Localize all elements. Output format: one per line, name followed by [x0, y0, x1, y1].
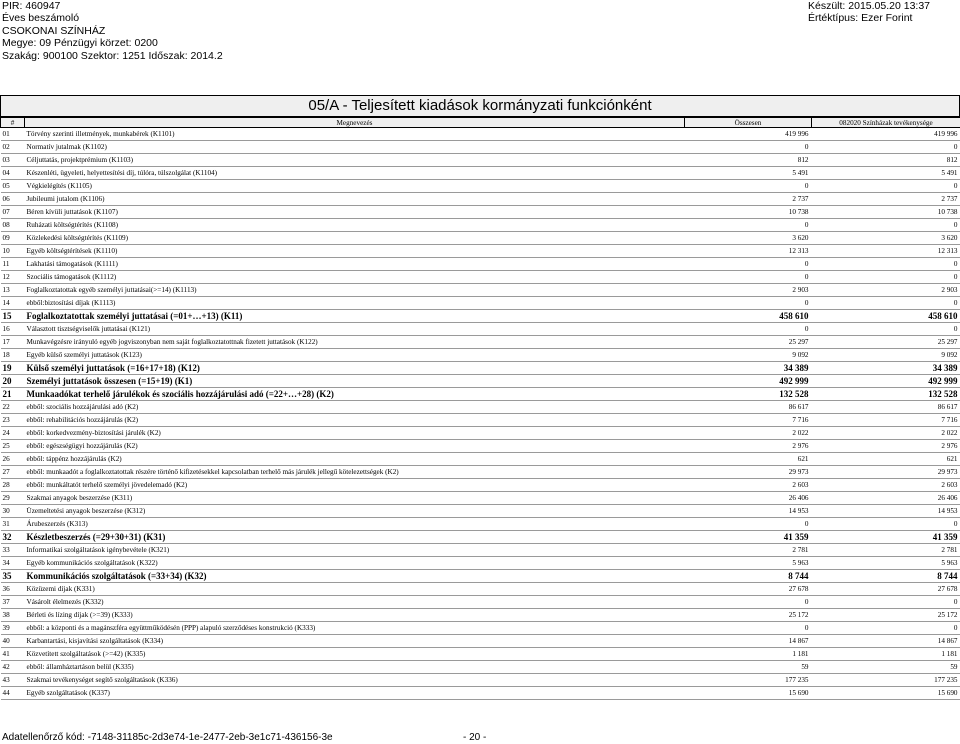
row-number: 33 [1, 544, 25, 557]
table-row [1, 180, 960, 193]
table-row [1, 349, 960, 362]
row-total: 26 406 [685, 492, 812, 505]
row-description: ebből: szociális hozzájárulási adó (K2) [25, 401, 685, 414]
row-description: ebből: rehabilitációs hozzájárulás (K2) [25, 414, 685, 427]
table-row [1, 531, 960, 544]
table-row [1, 648, 960, 661]
row-function-value: 132 528 [812, 388, 960, 401]
row-number: 08 [1, 219, 25, 232]
row-total: 132 528 [685, 388, 812, 401]
row-function-value: 7 716 [812, 414, 960, 427]
row-total: 492 999 [685, 375, 812, 388]
row-description: Munkaadókat terhelő járulékok és szociális hozzájárulási adó (=22+…+28) (K2) [25, 388, 685, 401]
row-function-value: 15 690 [812, 687, 960, 700]
row-number: 44 [1, 687, 25, 700]
row-number: 15 [1, 310, 25, 323]
row-function-value: 492 999 [812, 375, 960, 388]
row-total: 621 [685, 453, 812, 466]
row-number: 18 [1, 349, 25, 362]
table-row [1, 466, 960, 479]
table-row [1, 401, 960, 414]
row-number: 25 [1, 440, 25, 453]
row-function-value: 0 [812, 258, 960, 271]
row-number: 42 [1, 661, 25, 674]
row-description: Egyéb kommunikációs szolgáltatások (K322) [25, 557, 685, 570]
row-function-value: 25 172 [812, 609, 960, 622]
table-row [1, 609, 960, 622]
row-number: 21 [1, 388, 25, 401]
row-function-value: 2 737 [812, 193, 960, 206]
row-number: 27 [1, 466, 25, 479]
row-function-value: 3 620 [812, 232, 960, 245]
table-row [1, 271, 960, 284]
row-description: Béren kívüli juttatások (K1107) [25, 206, 685, 219]
row-total: 86 617 [685, 401, 812, 414]
table-row [1, 167, 960, 180]
row-description: Kommunikációs szolgáltatások (=33+34) (K32) [25, 570, 685, 583]
row-total: 9 092 [685, 349, 812, 362]
row-description: ebből: korkedvezmény-biztosítási járulék (K2) [25, 427, 685, 440]
page-title: 05/A - Teljesített kiadások kormányzati funkciónként [308, 97, 652, 114]
table-row [1, 375, 960, 388]
row-total: 2 976 [685, 440, 812, 453]
col-header-function: 082020 Színházak tevékenysége [812, 118, 960, 128]
row-description: Törvény szerinti illetmények, munkabérek (K1101) [25, 128, 685, 141]
table-row [1, 362, 960, 375]
row-description: Karbantartási, kisjavítási szolgáltatások (K334) [25, 635, 685, 648]
row-function-value: 8 744 [812, 570, 960, 583]
row-number: 19 [1, 362, 25, 375]
row-function-value: 2 781 [812, 544, 960, 557]
row-description: Külső személyi juttatások (=16+17+18) (K12) [25, 362, 685, 375]
county-label: Megye: 09 Pénzügyi körzet: 0200 [2, 37, 158, 50]
row-total: 0 [685, 180, 812, 193]
row-number: 35 [1, 570, 25, 583]
row-total: 15 690 [685, 687, 812, 700]
row-description: Egyéb szolgáltatások (K337) [25, 687, 685, 700]
row-total: 5 491 [685, 167, 812, 180]
row-number: 07 [1, 206, 25, 219]
row-number: 36 [1, 583, 25, 596]
row-description: ebből: államháztartáson belül (K335) [25, 661, 685, 674]
row-description: ebből: táppénz hozzájárulás (K2) [25, 453, 685, 466]
row-total: 1 181 [685, 648, 812, 661]
row-total: 2 903 [685, 284, 812, 297]
row-description: Lakhatási támogatások (K1111) [25, 258, 685, 271]
table-row [1, 583, 960, 596]
col-header-name: Megnevezés [25, 118, 685, 128]
row-function-value: 29 973 [812, 466, 960, 479]
row-total: 14 953 [685, 505, 812, 518]
row-description: Készenléti, ügyeleti, helyettesítési díj, túlóra, túlszolgálat (K1104) [25, 167, 685, 180]
row-total: 0 [685, 219, 812, 232]
row-number: 28 [1, 479, 25, 492]
row-total: 8 744 [685, 570, 812, 583]
table-row [1, 193, 960, 206]
row-total: 41 359 [685, 531, 812, 544]
row-total: 25 172 [685, 609, 812, 622]
row-total: 29 973 [685, 466, 812, 479]
row-total: 419 996 [685, 128, 812, 141]
row-total: 0 [685, 258, 812, 271]
row-function-value: 2 022 [812, 427, 960, 440]
row-number: 41 [1, 648, 25, 661]
row-total: 177 235 [685, 674, 812, 687]
table-row [1, 635, 960, 648]
report-type: Éves beszámoló [2, 12, 80, 25]
table-row [1, 479, 960, 492]
row-number: 22 [1, 401, 25, 414]
row-function-value: 1 181 [812, 648, 960, 661]
row-function-value: 26 406 [812, 492, 960, 505]
row-number: 30 [1, 505, 25, 518]
row-total: 14 867 [685, 635, 812, 648]
table-row [1, 141, 960, 154]
row-description: Közüzemi díjak (K331) [25, 583, 685, 596]
row-total: 7 716 [685, 414, 812, 427]
table-row [1, 219, 960, 232]
row-description: Üzemeltetési anyagok beszerzése (K312) [25, 505, 685, 518]
row-description: Egyéb költségtérítések (K1110) [25, 245, 685, 258]
row-description: ebből: egészségügyi hozzájárulás (K2) [25, 440, 685, 453]
row-total: 25 297 [685, 336, 812, 349]
row-function-value: 0 [812, 297, 960, 310]
row-function-value: 0 [812, 141, 960, 154]
row-description: Foglalkoztatottak személyi juttatásai (=01+…+13) (K11) [25, 310, 685, 323]
row-function-value: 2 603 [812, 479, 960, 492]
row-total: 2 737 [685, 193, 812, 206]
table-row [1, 154, 960, 167]
table-row [1, 544, 960, 557]
row-function-value: 2 903 [812, 284, 960, 297]
row-number: 38 [1, 609, 25, 622]
row-total: 2 022 [685, 427, 812, 440]
row-total: 458 610 [685, 310, 812, 323]
row-function-value: 14 867 [812, 635, 960, 648]
row-description: Választott tisztségviselők juttatásai (K121) [25, 323, 685, 336]
table-row [1, 557, 960, 570]
row-function-value: 621 [812, 453, 960, 466]
row-total: 34 389 [685, 362, 812, 375]
row-function-value: 25 297 [812, 336, 960, 349]
row-description: Vásárolt élelmezés (K332) [25, 596, 685, 609]
col-header-total: Összesen [685, 118, 812, 128]
row-number: 02 [1, 141, 25, 154]
row-number: 37 [1, 596, 25, 609]
row-function-value: 12 313 [812, 245, 960, 258]
row-description: Közvetített szolgáltatások (>=42) (K335) [25, 648, 685, 661]
row-number: 11 [1, 258, 25, 271]
row-total: 0 [685, 622, 812, 635]
row-total: 0 [685, 323, 812, 336]
table-row [1, 661, 960, 674]
value-type: Értéktípus: Ezer Forint [808, 12, 913, 25]
row-function-value: 812 [812, 154, 960, 167]
row-description: Végkielégítés (K1105) [25, 180, 685, 193]
row-total: 0 [685, 297, 812, 310]
row-description: Árubeszerzés (K313) [25, 518, 685, 531]
row-total: 27 678 [685, 583, 812, 596]
table-row [1, 596, 960, 609]
row-function-value: 27 678 [812, 583, 960, 596]
table-row [1, 297, 960, 310]
table-row [1, 232, 960, 245]
row-number: 32 [1, 531, 25, 544]
table-row [1, 245, 960, 258]
row-function-value: 10 738 [812, 206, 960, 219]
report-header-left [2, 0, 223, 62]
checksum-code: Adatellenőrző kód: -7148-31185c-2d3e74-1e-2477-2eb-3e1c71-436156-3e [2, 732, 333, 743]
row-total: 5 963 [685, 557, 812, 570]
table-row [1, 453, 960, 466]
row-function-value: 0 [812, 180, 960, 193]
row-function-value: 458 610 [812, 310, 960, 323]
row-description: ebből: a központi és a magánszféra együttműködésén (PPP) alapuló szerződéses konstrukció (K333) [25, 622, 685, 635]
organization-name: CSOKONAI SZÍNHÁZ [2, 24, 106, 37]
table-row [1, 687, 960, 700]
table-row [1, 570, 960, 583]
row-description: Jubileumi jutalom (K1106) [25, 193, 685, 206]
row-number: 05 [1, 180, 25, 193]
row-total: 0 [685, 141, 812, 154]
row-function-value: 34 389 [812, 362, 960, 375]
table-row [1, 323, 960, 336]
title-bar [0, 95, 960, 117]
row-function-value: 0 [812, 518, 960, 531]
row-number: 26 [1, 453, 25, 466]
row-total: 2 603 [685, 479, 812, 492]
row-number: 43 [1, 674, 25, 687]
table-row [1, 414, 960, 427]
table-row [1, 505, 960, 518]
table-row [1, 518, 960, 531]
row-description: Egyéb külső személyi juttatások (K123) [25, 349, 685, 362]
row-number: 29 [1, 492, 25, 505]
row-number: 23 [1, 414, 25, 427]
row-number: 40 [1, 635, 25, 648]
row-number: 04 [1, 167, 25, 180]
row-description: Szakmai anyagok beszerzése (K311) [25, 492, 685, 505]
expense-table [0, 117, 960, 700]
row-number: 03 [1, 154, 25, 167]
row-total: 10 738 [685, 206, 812, 219]
row-number: 34 [1, 557, 25, 570]
row-description: Szakmai tevékenységet segítő szolgáltatások (K336) [25, 674, 685, 687]
row-description: Bérleti és lízing díjak (>=39) (K333) [25, 609, 685, 622]
table-row [1, 128, 960, 141]
row-function-value: 5 963 [812, 557, 960, 570]
row-description: Munkavégzésre irányuló egyéb jogviszonyban nem saját foglalkoztatottnak fizetett juttatások (K122) [25, 336, 685, 349]
table-row [1, 206, 960, 219]
row-description: Közlekedési költségtérítés (K1109) [25, 232, 685, 245]
row-total: 0 [685, 271, 812, 284]
row-description: ebből: munkaadót a foglalkoztatottak részére történő kifizetésekkel kapcsolatban terhelő más járulék jellegű kötelezettségek (K2) [25, 466, 685, 479]
row-total: 812 [685, 154, 812, 167]
table-row [1, 440, 960, 453]
row-function-value: 5 491 [812, 167, 960, 180]
page-number: - 20 - [463, 732, 487, 743]
row-total: 12 313 [685, 245, 812, 258]
table-header-row [1, 118, 960, 128]
row-description: Foglalkoztatottak egyéb személyi juttatásai(>=14) (K1113) [25, 284, 685, 297]
row-description: Ruházati költségtérítés (K1108) [25, 219, 685, 232]
row-function-value: 0 [812, 323, 960, 336]
row-number: 13 [1, 284, 25, 297]
report-header-right [808, 0, 958, 25]
row-total: 0 [685, 596, 812, 609]
sector-label: Szakág: 900100 Szektor: 1251 Időszak: 2014.2 [2, 49, 223, 62]
row-description: Normatív jutalmak (K1102) [25, 141, 685, 154]
table-row [1, 336, 960, 349]
row-number: 06 [1, 193, 25, 206]
row-function-value: 0 [812, 219, 960, 232]
row-number: 12 [1, 271, 25, 284]
row-number: 01 [1, 128, 25, 141]
row-number: 20 [1, 375, 25, 388]
row-number: 10 [1, 245, 25, 258]
row-function-value: 59 [812, 661, 960, 674]
row-function-value: 177 235 [812, 674, 960, 687]
table-row [1, 258, 960, 271]
table-row [1, 310, 960, 323]
table-row [1, 284, 960, 297]
table-row [1, 427, 960, 440]
row-function-value: 14 953 [812, 505, 960, 518]
col-header-num: # [1, 118, 25, 128]
row-number: 31 [1, 518, 25, 531]
row-function-value: 0 [812, 596, 960, 609]
row-function-value: 41 359 [812, 531, 960, 544]
row-description: Informatikai szolgáltatások igénybevétele (K321) [25, 544, 685, 557]
row-total: 0 [685, 518, 812, 531]
table-row [1, 492, 960, 505]
row-function-value: 9 092 [812, 349, 960, 362]
row-description: Céljuttatás, projektprémium (K1103) [25, 154, 685, 167]
row-number: 39 [1, 622, 25, 635]
row-total: 3 620 [685, 232, 812, 245]
pir-label: PIR: 460947 [2, 0, 61, 12]
row-description: ebből: munkáltatót terhelő személyi jövedelemadó (K2) [25, 479, 685, 492]
row-description: Személyi juttatások összesen (=15+19) (K1) [25, 375, 685, 388]
row-number: 09 [1, 232, 25, 245]
row-total: 59 [685, 661, 812, 674]
row-number: 24 [1, 427, 25, 440]
created-date: Készült: 2015.05.20 13:37 [808, 0, 931, 12]
table-body [1, 128, 960, 700]
table-row [1, 674, 960, 687]
row-function-value: 0 [812, 622, 960, 635]
row-number: 17 [1, 336, 25, 349]
row-description: ebből:biztosítási díjak (K1113) [25, 297, 685, 310]
row-number: 16 [1, 323, 25, 336]
table-row [1, 388, 960, 401]
row-function-value: 86 617 [812, 401, 960, 414]
row-description: Szociális támogatások (K1112) [25, 271, 685, 284]
row-function-value: 419 996 [812, 128, 960, 141]
row-description: Készletbeszerzés (=29+30+31) (K31) [25, 531, 685, 544]
row-number: 14 [1, 297, 25, 310]
row-function-value: 0 [812, 271, 960, 284]
row-function-value: 2 976 [812, 440, 960, 453]
row-total: 2 781 [685, 544, 812, 557]
table-row [1, 622, 960, 635]
